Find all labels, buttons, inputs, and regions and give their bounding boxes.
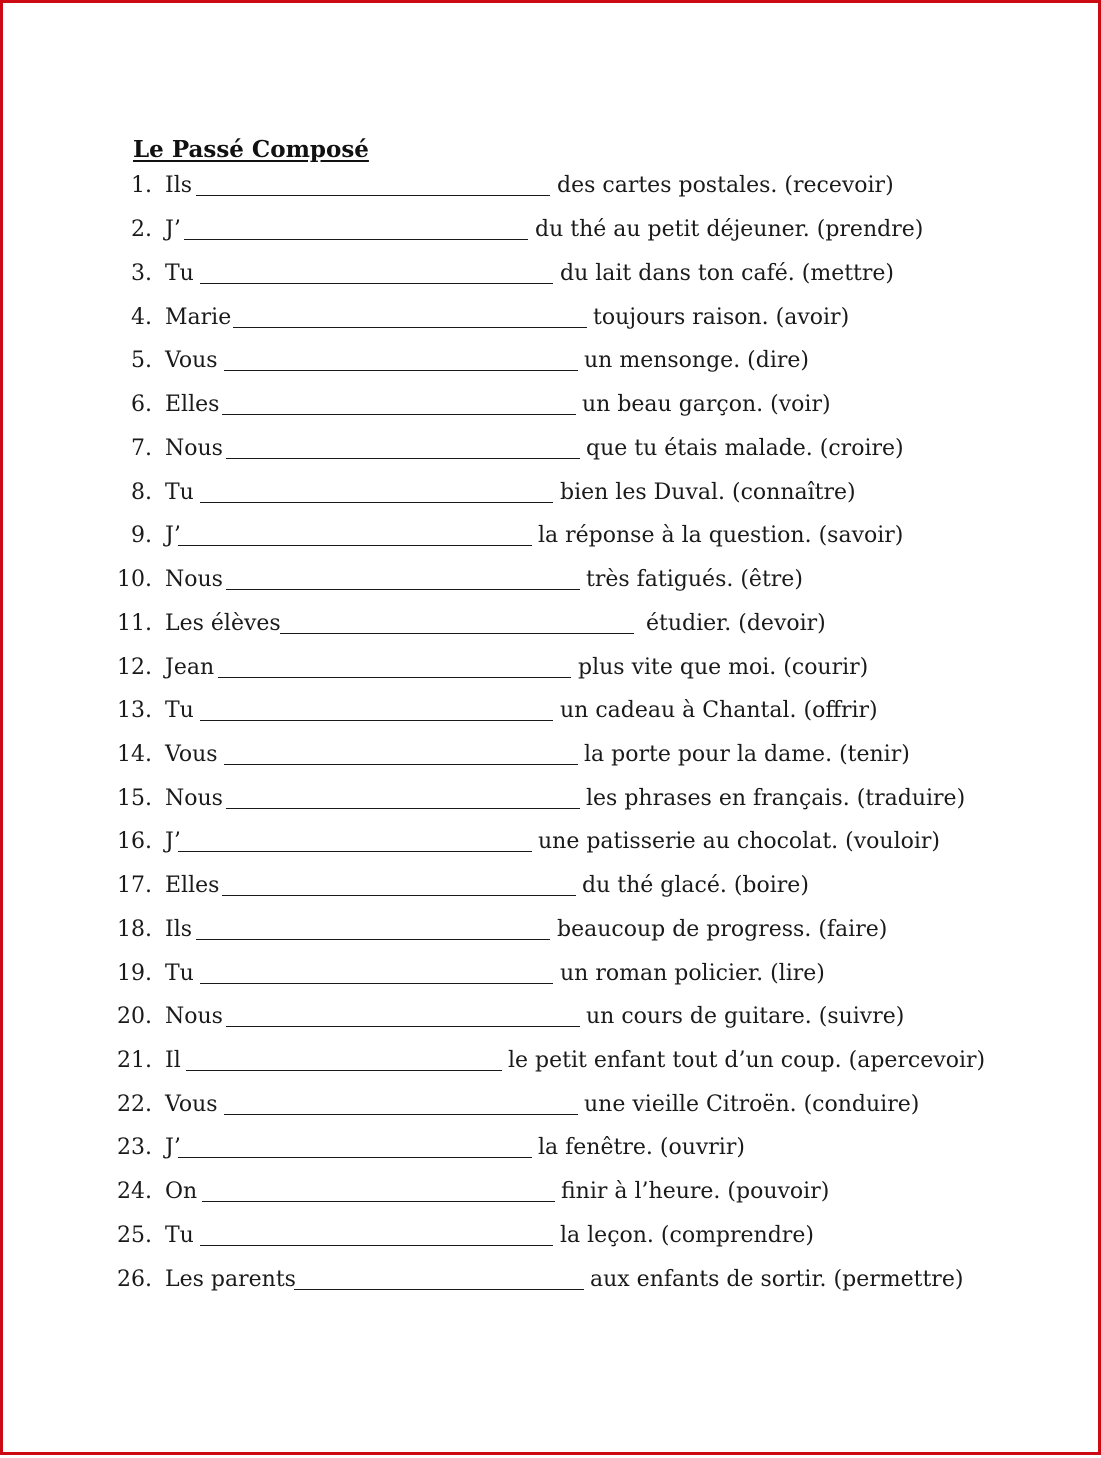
item-number: 1.: [131, 173, 152, 198]
item-subject: On: [165, 1179, 198, 1204]
item-subject: Tu: [165, 261, 194, 286]
item-sentence-rest: très fatigués. (être): [586, 567, 803, 592]
answer-blank[interactable]: [200, 502, 553, 503]
item-subject: Ils: [165, 917, 193, 942]
item-sentence-rest: une patisserie au chocolat. (vouloir): [538, 829, 940, 854]
answer-blank[interactable]: [280, 633, 634, 634]
answer-blank[interactable]: [226, 589, 580, 590]
exercise-item: [3, 1000, 1101, 1034]
item-number: 16.: [117, 829, 152, 854]
item-number: 7.: [131, 436, 152, 461]
exercise-item: [3, 1044, 1101, 1078]
item-subject: Tu: [165, 961, 194, 986]
exercise-item: [3, 1088, 1101, 1122]
item-subject: Tu: [165, 698, 194, 723]
exercise-item: [3, 825, 1101, 859]
item-subject: Nous: [165, 1004, 223, 1029]
item-sentence-rest: une vieille Citroën. (conduire): [584, 1092, 920, 1117]
answer-blank[interactable]: [184, 239, 528, 240]
item-sentence-rest: beaucoup de progress. (faire): [557, 917, 888, 942]
answer-blank[interactable]: [178, 545, 532, 546]
exercise-item: [3, 432, 1101, 466]
item-sentence-rest: la réponse à la question. (savoir): [538, 523, 904, 548]
item-sentence-rest: un roman policier. (lire): [560, 961, 825, 986]
item-number: 10.: [117, 567, 152, 592]
answer-blank[interactable]: [178, 1157, 532, 1158]
item-sentence-rest: un mensonge. (dire): [584, 348, 809, 373]
answer-blank[interactable]: [222, 895, 576, 896]
item-sentence-rest: un cadeau à Chantal. (offrir): [560, 698, 878, 723]
item-sentence-rest: aux enfants de sortir. (permettre): [590, 1267, 964, 1292]
answer-blank[interactable]: [196, 939, 550, 940]
exercise-item: [3, 607, 1101, 641]
answer-blank[interactable]: [226, 1026, 580, 1027]
item-number: 19.: [117, 961, 152, 986]
answer-blank[interactable]: [224, 370, 578, 371]
exercise-item: [3, 257, 1101, 291]
answer-blank[interactable]: [178, 851, 532, 852]
answer-blank[interactable]: [200, 283, 553, 284]
item-subject: J’: [165, 523, 181, 548]
exercise-list: [3, 3, 1101, 1458]
item-subject: Vous: [165, 1092, 218, 1117]
answer-blank[interactable]: [294, 1289, 584, 1290]
item-sentence-rest: étudier. (devoir): [646, 611, 826, 636]
item-subject: Jean: [165, 655, 215, 680]
exercise-item: [3, 301, 1101, 335]
item-subject: Nous: [165, 567, 223, 592]
item-sentence-rest: un beau garçon. (voir): [582, 392, 831, 417]
item-number: 23.: [117, 1135, 152, 1160]
answer-blank[interactable]: [218, 677, 571, 678]
item-number: 4.: [131, 305, 152, 330]
item-number: 6.: [131, 392, 152, 417]
item-number: 22.: [117, 1092, 152, 1117]
exercise-item: [3, 869, 1101, 903]
item-sentence-rest: plus vite que moi. (courir): [578, 655, 869, 680]
item-sentence-rest: la fenêtre. (ouvrir): [538, 1135, 745, 1160]
item-subject: Marie: [165, 305, 232, 330]
item-subject: Elles: [165, 873, 220, 898]
item-subject: Nous: [165, 786, 223, 811]
exercise-item: [3, 563, 1101, 597]
item-subject: Vous: [165, 742, 218, 767]
exercise-item: [3, 388, 1101, 422]
exercise-item: [3, 782, 1101, 816]
item-number: 17.: [117, 873, 152, 898]
exercise-item: [3, 519, 1101, 553]
item-number: 15.: [117, 786, 152, 811]
answer-blank[interactable]: [200, 1245, 553, 1246]
item-number: 5.: [131, 348, 152, 373]
answer-blank[interactable]: [226, 808, 580, 809]
answer-blank[interactable]: [186, 1070, 502, 1071]
item-subject: J’: [165, 1135, 181, 1160]
item-sentence-rest: que tu étais malade. (croire): [586, 436, 904, 461]
item-subject: Tu: [165, 480, 194, 505]
answer-blank[interactable]: [222, 414, 576, 415]
exercise-item: [3, 344, 1101, 378]
answer-blank[interactable]: [224, 764, 578, 765]
item-sentence-rest: finir à l’heure. (pouvoir): [561, 1179, 830, 1204]
item-subject: Ils: [165, 173, 193, 198]
item-number: 12.: [117, 655, 152, 680]
item-subject: Vous: [165, 348, 218, 373]
item-subject: Les parents: [165, 1267, 296, 1292]
item-subject: J’: [165, 829, 181, 854]
exercise-item: [3, 957, 1101, 991]
exercise-item: [3, 1131, 1101, 1165]
item-sentence-rest: toujours raison. (avoir): [593, 305, 850, 330]
item-subject: Il: [165, 1048, 181, 1073]
exercise-item: [3, 1175, 1101, 1209]
item-number: 24.: [117, 1179, 152, 1204]
item-number: 3.: [131, 261, 152, 286]
exercise-item: [3, 169, 1101, 203]
item-number: 8.: [131, 480, 152, 505]
item-subject: Tu: [165, 1223, 194, 1248]
answer-blank[interactable]: [224, 1114, 578, 1115]
item-number: 25.: [117, 1223, 152, 1248]
worksheet-title: Le Passé Composé: [133, 136, 369, 163]
exercise-item: [3, 1263, 1101, 1297]
item-sentence-rest: le petit enfant tout d’un coup. (apercevoir): [508, 1048, 986, 1073]
exercise-item: [3, 738, 1101, 772]
item-subject: Les élèves: [165, 611, 281, 636]
item-number: 21.: [117, 1048, 152, 1073]
item-sentence-rest: les phrases en français. (traduire): [586, 786, 966, 811]
item-sentence-rest: du lait dans ton café. (mettre): [560, 261, 895, 286]
answer-blank[interactable]: [233, 327, 587, 328]
item-sentence-rest: du thé au petit déjeuner. (prendre): [535, 217, 924, 242]
answer-blank[interactable]: [200, 720, 553, 721]
item-sentence-rest: bien les Duval. (connaître): [560, 480, 856, 505]
item-number: 2.: [131, 217, 152, 242]
item-number: 13.: [117, 698, 152, 723]
item-number: 11.: [117, 611, 152, 636]
answer-blank[interactable]: [196, 195, 550, 196]
exercise-item: [3, 651, 1101, 685]
item-number: 26.: [117, 1267, 152, 1292]
answer-blank[interactable]: [200, 983, 553, 984]
item-sentence-rest: du thé glacé. (boire): [582, 873, 809, 898]
exercise-item: [3, 1219, 1101, 1253]
item-subject: Nous: [165, 436, 223, 461]
item-number: 18.: [117, 917, 152, 942]
item-number: 20.: [117, 1004, 152, 1029]
exercise-item: [3, 694, 1101, 728]
exercise-item: [3, 476, 1101, 510]
item-sentence-rest: un cours de guitare. (suivre): [586, 1004, 905, 1029]
item-number: 14.: [117, 742, 152, 767]
item-sentence-rest: des cartes postales. (recevoir): [557, 173, 894, 198]
exercise-item: [3, 213, 1101, 247]
answer-blank[interactable]: [226, 458, 580, 459]
item-subject: J’: [165, 217, 181, 242]
item-number: 9.: [131, 523, 152, 548]
answer-blank[interactable]: [202, 1201, 555, 1202]
item-subject: Elles: [165, 392, 220, 417]
exercise-item: [3, 913, 1101, 947]
item-sentence-rest: la porte pour la dame. (tenir): [584, 742, 910, 767]
item-sentence-rest: la leçon. (comprendre): [560, 1223, 814, 1248]
